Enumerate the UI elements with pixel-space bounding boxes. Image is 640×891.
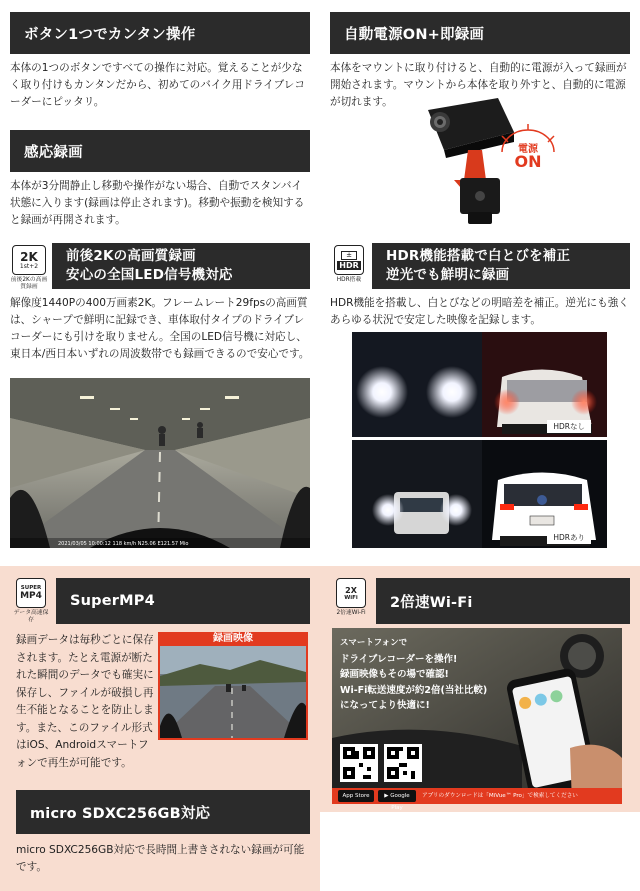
promo-line1: スマートフォンで	[340, 638, 408, 648]
promo-line2: ドライブレコーダーを操作!	[340, 653, 458, 665]
power-badge-line1: 電源	[518, 144, 538, 155]
section-title: 感応録画	[24, 144, 83, 161]
section-body: 本体をマウントに取り付けると、自動的に電源が入って録画が開始されます。マウントから本体を取り外すと、自動的に電源が切れます。	[330, 62, 627, 108]
section-title-line2: 逆光でも鮮明に録画	[386, 267, 510, 283]
recording-video-frame	[158, 632, 308, 740]
section-title: 2倍速Wi-Fi	[390, 594, 473, 611]
photo-overlay-text: 2021/03/05 10:00:12 118 km/h N25.06 E121.57 Mio	[58, 541, 189, 547]
wifi-icon	[336, 578, 366, 608]
section-title-line1: 前後2Kの高画質録画	[66, 248, 196, 264]
hdr-icon-text: HDR	[339, 260, 359, 270]
power-badge-line2: ON	[514, 152, 542, 171]
2k-icon	[12, 245, 46, 275]
hdr-on-label: HDRあり	[547, 531, 591, 544]
section-header-motion	[10, 130, 310, 172]
recording-video-tag: 録画映像	[158, 632, 308, 646]
hdr-off-label: HDRなし	[547, 420, 591, 433]
supermp4-icon-caption: データ高速保存	[13, 610, 49, 623]
hdr-off-photo	[352, 332, 607, 437]
wifi-promo-image	[332, 628, 622, 811]
section-title: micro SDXC256GB対応	[30, 805, 211, 822]
section-header-hdr	[372, 243, 630, 289]
section-body: 本体の1つのボタンですべての操作に対応。覚えることが少なく取り付けもカンタンだから、初めてのバイク用ドライブレコーダーにピッタリ。	[10, 62, 305, 108]
section-header-supermp4	[56, 578, 310, 624]
2k-icon-caption: 前後2Kの高画質録画	[10, 277, 48, 290]
download-note: アプリのダウンロードは「MiVue™ Pro」で検索してください	[422, 793, 578, 799]
section-title: ボタン1つでカンタン操作	[24, 26, 196, 43]
section-header-one-button	[10, 12, 310, 54]
app-store-label: App Store	[342, 793, 370, 799]
supermp4-icon-text1: SUPER	[20, 585, 42, 591]
promo-text	[340, 636, 487, 714]
google-play-badge[interactable]	[378, 790, 416, 811]
promo-line4: Wi-Fi転送速度が約2倍(当社比較)	[340, 684, 488, 696]
section-body: 録画データは毎秒ごとに保存されます。たとえ電源が断たれた瞬間のデータでも確実に保存し、ファイルが破損し再生不能となることを防止します。また、このファイル形式はiOS、Androidスマートフォンで再生が可能です。	[16, 634, 154, 769]
promo-line3: 録画映像もその場で確認!	[340, 669, 449, 680]
section-header-2k	[52, 243, 310, 289]
2k-icon-text: 2K	[20, 249, 38, 264]
section-body: HDR機能を搭載し、白とびなどの明暗差を補正。逆光にも強くあらゆる状況で安定した映像を記録します。	[330, 297, 629, 326]
wifi-icon-text2: WiFi	[344, 594, 358, 601]
hdr-icon: ± HDR	[334, 245, 364, 275]
qr-code-android[interactable]	[384, 744, 422, 782]
section-title: 自動電源ON+即録画	[344, 26, 485, 43]
wifi-icon-text1: 2X	[345, 585, 357, 595]
section-title: SuperMP4	[70, 593, 155, 609]
promo-line5: になってより快適に!	[340, 700, 430, 711]
tunnel-photo	[10, 378, 310, 548]
section-title-line2: 安心の全国LED信号機対応	[66, 267, 233, 283]
section-body: 本体が3分間静止し移動や操作がない場合、自動でスタンバイ状態に入ります(録画は停止されます)。移動や振動を検知すると録画が再開されます。	[10, 180, 305, 226]
supermp4-icon	[16, 578, 46, 608]
play-icon: ▶	[384, 793, 389, 799]
supermp4-icon-text2: MP4	[20, 591, 42, 601]
section-body: micro SDXC256GB対応で長時間上書きされない録画が可能です。	[16, 844, 305, 873]
hdr-on-photo	[352, 440, 607, 548]
section-body: 解像度1440Pの400万画素2K。フレームレート29fpsの高画質は、シャープで鮮明に記録でき、車体取付タイプのドライブレコーダーにも引けを取りません。全国のLED信号機に対応し、東日本/西日本いずれの周波数帯でも録画できるので安心です。	[10, 297, 310, 360]
qr-code-ios[interactable]	[340, 744, 378, 782]
power-on-badge	[498, 128, 558, 176]
section-title-line1: HDR機能搭載で白とびを補正	[386, 248, 571, 264]
google-play-label: Google Play	[390, 793, 410, 811]
app-store-badge[interactable]	[338, 790, 374, 802]
section-header-sdxc	[16, 790, 310, 834]
wifi-icon-caption: 2倍速Wi-Fi	[336, 610, 366, 616]
section-header-auto-power	[330, 12, 630, 54]
section-header-wifi	[376, 578, 630, 624]
2k-icon-subtext: 1st+2	[19, 262, 39, 270]
hdr-icon-caption: HDR搭載	[336, 277, 362, 283]
